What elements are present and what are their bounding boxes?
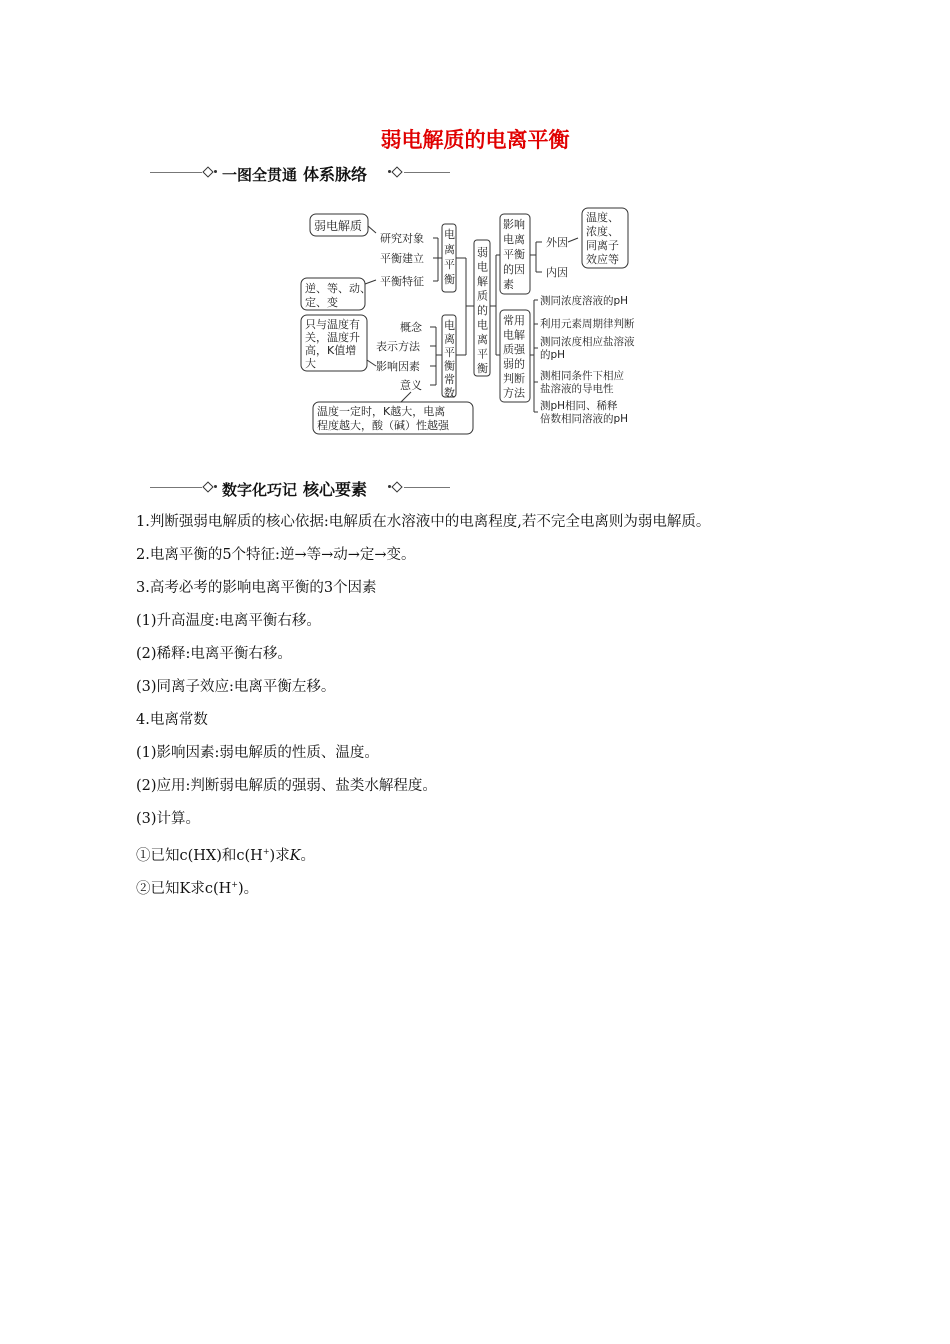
factors-box-label [503, 218, 525, 291]
factors-line: 电离 [503, 233, 525, 246]
external-box-line: 温度、 [586, 211, 619, 224]
factors-line: 的因 [503, 263, 525, 276]
page-title: 弱电解质的电离平衡 [380, 128, 570, 152]
external-label: 外因 [546, 236, 568, 249]
section-header-strong: 体系脉络 [303, 165, 368, 184]
center2-char: 电 [444, 319, 455, 332]
point-line: (3)计算。 [136, 811, 201, 827]
branch1-item: 平衡特征 [380, 275, 424, 288]
section-header-strong: 核心要素 [303, 480, 368, 499]
k-box-line: 关，温度升 [305, 331, 360, 344]
method-item: 盐溶液的导电性 [540, 383, 614, 395]
method-item: 的pH [540, 349, 566, 361]
bottom-box-line: 温度一定时，K越大，电离 [317, 405, 446, 418]
point-line: 1.判断强弱电解质的核心依据:电解质在水溶液中的电离程度,若不完全电离则为弱电解质。 [136, 514, 711, 530]
method-item: 倍数相同溶液的pH [540, 413, 629, 425]
center1-char: 平 [444, 258, 455, 271]
mid-char: 衡 [477, 362, 488, 375]
mid-char: 电 [477, 318, 488, 332]
dot-icon [214, 485, 217, 488]
center2-char: 常 [444, 373, 455, 386]
point-line: 2.电离平衡的5个特征:逆→等→动→定→变。 [136, 547, 416, 563]
point-line: (3)同离子效应:电离平衡左移。 [136, 679, 336, 695]
mid-char: 平 [477, 347, 488, 361]
mid-char: 离 [477, 333, 488, 346]
section-header-framework [150, 160, 450, 184]
point-line: 4.电离常数 [136, 712, 208, 728]
methodsbox-line: 判断 [503, 372, 525, 385]
internal-label: 内因 [546, 266, 568, 279]
center2-char: 数 [444, 386, 455, 400]
branch2-item: 概念 [400, 321, 422, 334]
diamond-icon [202, 481, 213, 492]
factors-line: 素 [503, 278, 514, 291]
branch2-item: 表示方法 [376, 340, 420, 353]
mid-label [477, 246, 488, 375]
mid-char: 质 [477, 289, 488, 303]
diamond-icon [391, 166, 402, 177]
mid-char: 解 [477, 275, 488, 288]
point-line: (1)影响因素:弱电解质的性质、温度。 [136, 745, 379, 761]
point-line: (2)应用:判断弱电解质的强弱、盐类水解程度。 [136, 778, 437, 794]
dot-icon [214, 170, 217, 173]
k-box-line: 高，K值增 [305, 344, 357, 357]
diamond-icon [391, 481, 402, 492]
methodsbox-line: 质强 [503, 343, 525, 356]
methods-box-label [503, 313, 526, 400]
branch1-item: 平衡建立 [380, 252, 424, 265]
method-item: 利用元素周期律判断 [540, 318, 635, 330]
section-header-light: 数字化巧记 [222, 481, 298, 499]
point-line: ②已知K求c(H+)。 [136, 880, 259, 897]
section-header-light: 一图全贯通 [222, 166, 298, 184]
section-header-essentials [150, 475, 450, 499]
center1-char: 电 [444, 228, 455, 241]
factors-line: 影响 [503, 218, 525, 231]
bottom-box-line: 程度越大，酸（碱）性越强 [317, 419, 449, 432]
features-box-line: 逆、等、动、 [305, 282, 371, 295]
point-line: (1)升高温度:电离平衡右移。 [136, 613, 321, 629]
method-item: 测pH相同、稀释 [540, 400, 618, 412]
root-left-label: 弱电解质 [314, 219, 363, 233]
mid-char: 弱 [477, 246, 488, 259]
external-box-line: 同离子 [586, 239, 619, 252]
k-box-line: 只与温度有 [305, 318, 360, 331]
center2-char: 衡 [444, 359, 455, 373]
point-line: (2)稀释:电离平衡右移。 [136, 646, 292, 662]
mid-char: 电 [477, 260, 488, 274]
external-box-label [586, 210, 619, 266]
center2-label [444, 318, 455, 400]
methodsbox-line: 方法 [503, 386, 525, 400]
methodsbox-line: 电解 [503, 328, 525, 342]
concept-map [296, 200, 666, 440]
method-item: 测同浓度溶液的pH [540, 295, 629, 307]
methodsbox-line: 弱的 [503, 357, 525, 371]
key-points [136, 510, 836, 906]
center1-label [444, 227, 455, 286]
branch1-item: 研究对象 [380, 232, 424, 245]
point-line: 3.高考必考的影响电离平衡的3个因素 [136, 580, 377, 596]
branch2-item: 意义 [400, 379, 422, 392]
center2-char: 平 [444, 346, 455, 359]
center1-char: 衡 [444, 273, 455, 286]
features-box-line: 定、变 [305, 296, 338, 309]
point-line: ①已知c(HX)和c(H+)求K。 [136, 847, 316, 864]
diamond-icon [202, 166, 213, 177]
external-box-line: 浓度、 [586, 225, 619, 238]
method-item: 测相同条件下相应 [540, 370, 624, 382]
method-item: 测同浓度相应盐溶液 [540, 336, 635, 348]
methods-list [540, 294, 635, 425]
k-box-line: 大 [305, 357, 316, 370]
external-box-line: 效应等 [586, 253, 619, 266]
center2-char: 离 [444, 332, 455, 346]
mid-char: 的 [477, 304, 488, 317]
center1-char: 离 [444, 243, 455, 256]
methodsbox-line: 常用 [503, 314, 525, 327]
branch2-item: 影响因素 [376, 360, 420, 373]
factors-line: 平衡 [503, 248, 525, 261]
